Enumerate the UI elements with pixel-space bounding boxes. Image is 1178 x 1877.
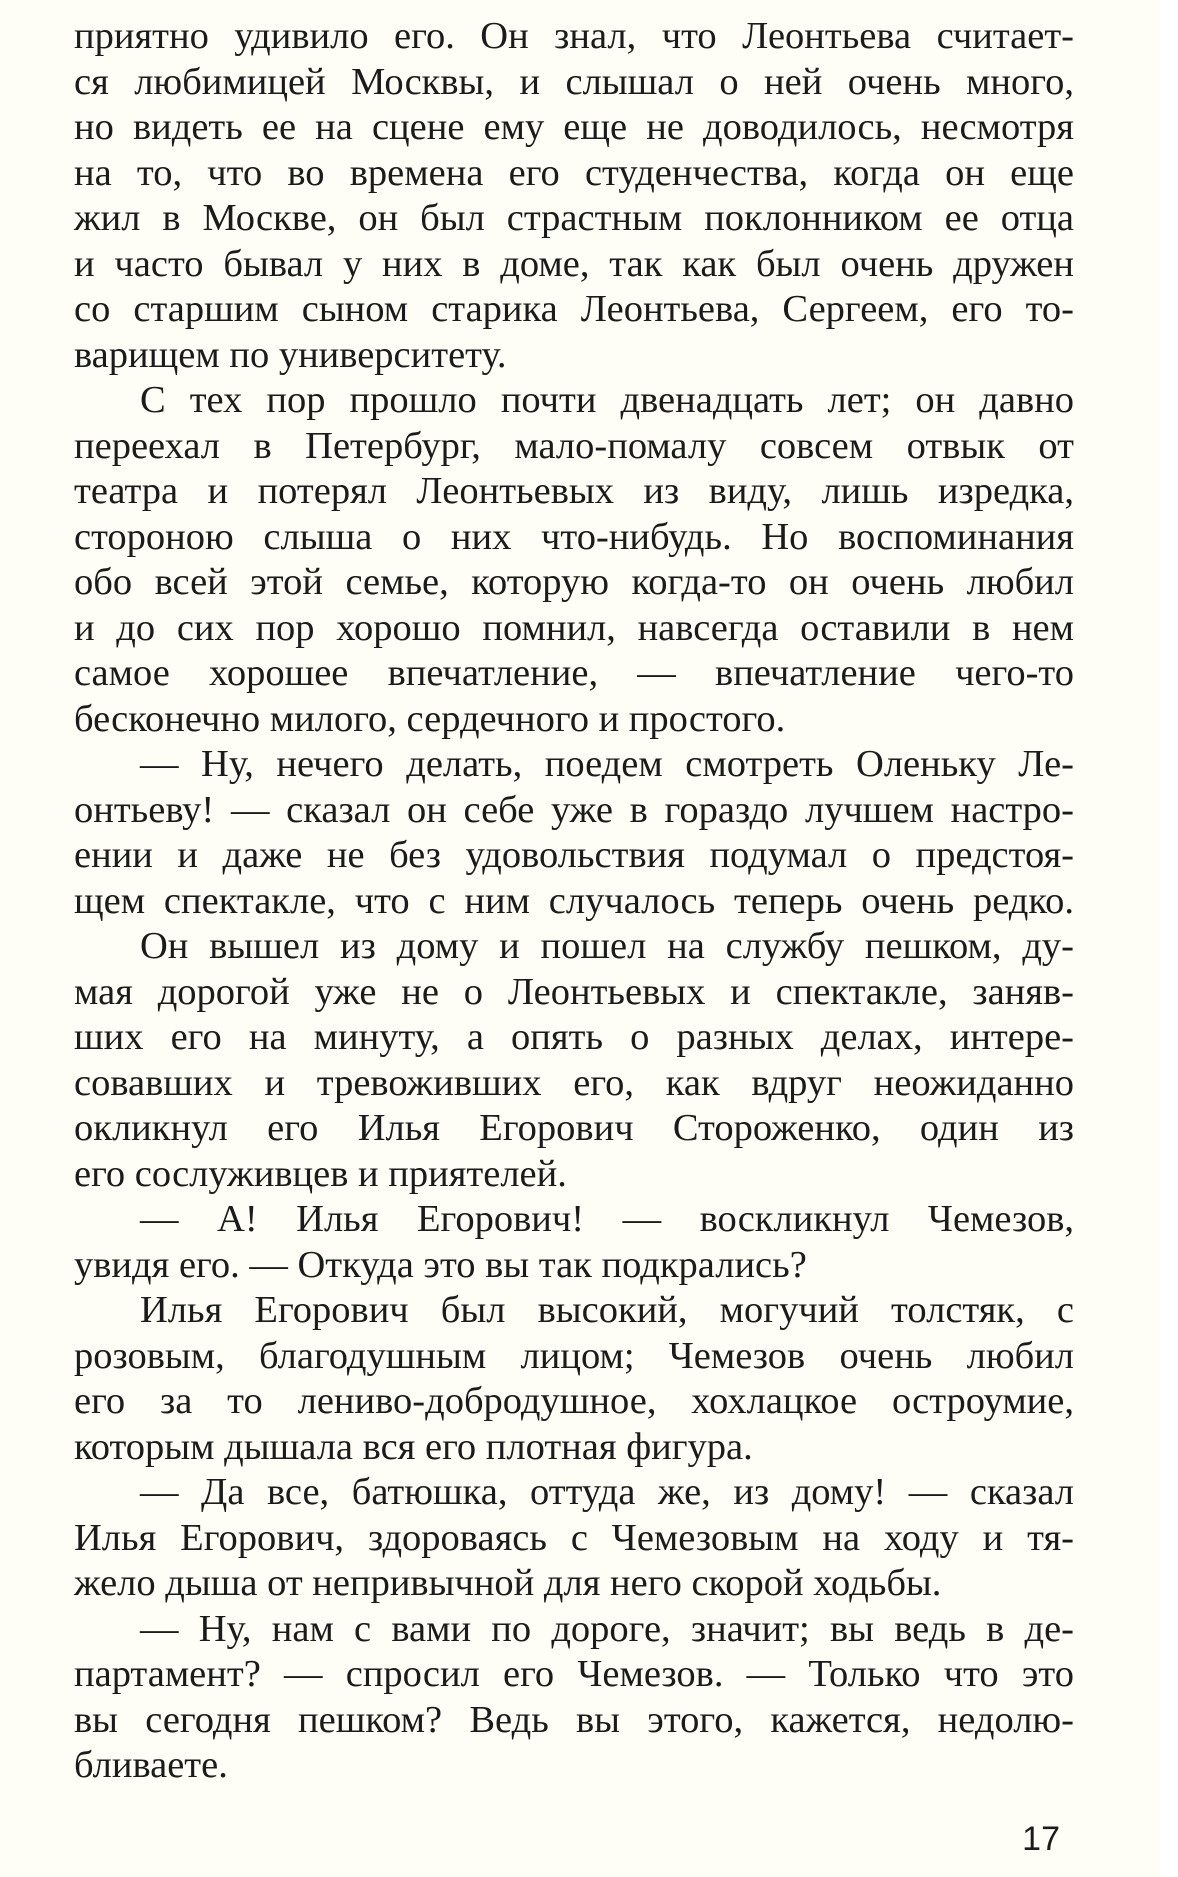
- text-line: бливаете.: [74, 1744, 228, 1786]
- text-line: вы сегодня пешком? Ведь вы этого, кажется, недолю-: [74, 1698, 1074, 1741]
- text-line: его сослуживцев и приятелей.: [74, 1152, 567, 1195]
- text-line: обо всей этой семье, которую когда-то он очень любил: [74, 561, 1074, 603]
- text-line: — Ну, нечего делать, поедем смотреть Оленьку Ле-: [140, 743, 1074, 785]
- text-line: ся любимицей Москвы, и слышал о ней очень много,: [74, 60, 1074, 103]
- text-line: бесконечно милого, сердечного и простого.: [74, 697, 786, 740]
- text-line: ении и даже не без удовольствия подумал о предстоя-: [74, 834, 1074, 876]
- text-line: розовым, благодушным лицом; Чемезов очень любил: [74, 1334, 1074, 1377]
- text-line: партамент? — спросил его Чемезов. — Только что это: [74, 1653, 1074, 1695]
- text-line: — Ну, нам с вами по дороге, значит; вы ведь в де-: [140, 1607, 1074, 1650]
- text-line: которым дышала вся его плотная фигура.: [74, 1425, 753, 1468]
- text-line: на то, что во времена его студенчества, когда он еще: [74, 151, 1074, 194]
- text-line: Илья Егорович был высокий, могучий толстяк, с: [140, 1289, 1074, 1331]
- text-line: щем спектакле, что с ним случалось теперь очень редко.: [74, 879, 1074, 922]
- text-line: и часто бывал у них в доме, так как был очень дружен: [74, 242, 1074, 285]
- text-line: переехал в Петербург, мало-помалу совсем отвык от: [74, 424, 1074, 467]
- page-margin: [1160, 0, 1178, 1877]
- text-line: жело дыша от непривычной для него скорой ходьбы.: [74, 1562, 942, 1604]
- text-line: С тех пор прошло почти двенадцать лет; он давно: [140, 379, 1074, 421]
- text-line: стороною слыша о них что-нибудь. Но воспоминания: [74, 515, 1074, 558]
- text-line: приятно удивило его. Он знал, что Леонтьева считает-: [74, 15, 1074, 57]
- text-line: ших его на минуту, а опять о разных делах, интере-: [74, 1016, 1074, 1058]
- text-line: его за то лениво-добродушное, хохлацкое остроумие,: [74, 1380, 1074, 1422]
- text-line: театра и потерял Леонтьевых из виду, лишь изредка,: [74, 470, 1074, 512]
- text-line: Илья Егорович, здороваясь с Чемезовым на ходу и тя-: [74, 1516, 1074, 1559]
- text-line: со старшим сыном старика Леонтьева, Сергеем, его то-: [74, 288, 1074, 330]
- text-line: увидя его. — Откуда это вы так подкрались?: [74, 1243, 807, 1286]
- text-line: Он вышел из дому и пошел на службу пешком, ду-: [140, 925, 1074, 967]
- text-line: жил в Москве, он был страстным поклонником ее отца: [74, 197, 1074, 239]
- text-line: совавших и тревоживших его, как вдруг неожиданно: [74, 1061, 1074, 1104]
- text-line: онтьеву! — сказал он себе уже в гораздо лучшем настро-: [74, 788, 1074, 831]
- text-line: варищем по университету.: [74, 333, 507, 376]
- text-line: но видеть ее на сцене ему еще не доводилось, несмотря: [74, 106, 1074, 148]
- body-text: [74, 14, 1074, 1789]
- text-line: — А! Илья Егорович! — воскликнул Чемезов,: [140, 1198, 1074, 1240]
- text-line: самое хорошее впечатление, — впечатление чего-то: [74, 652, 1074, 694]
- text-line: мая дорогой уже не о Леонтьевых и спектакле, заняв-: [74, 970, 1074, 1013]
- text-line: — Да все, батюшка, оттуда же, из дому! — сказал: [140, 1471, 1074, 1513]
- text-line: и до сих пор хорошо помнил, навсегда оставили в нем: [74, 606, 1074, 649]
- page-number: 17: [1022, 1820, 1060, 1858]
- text-line: окликнул его Илья Егорович Стороженко, один из: [74, 1107, 1074, 1149]
